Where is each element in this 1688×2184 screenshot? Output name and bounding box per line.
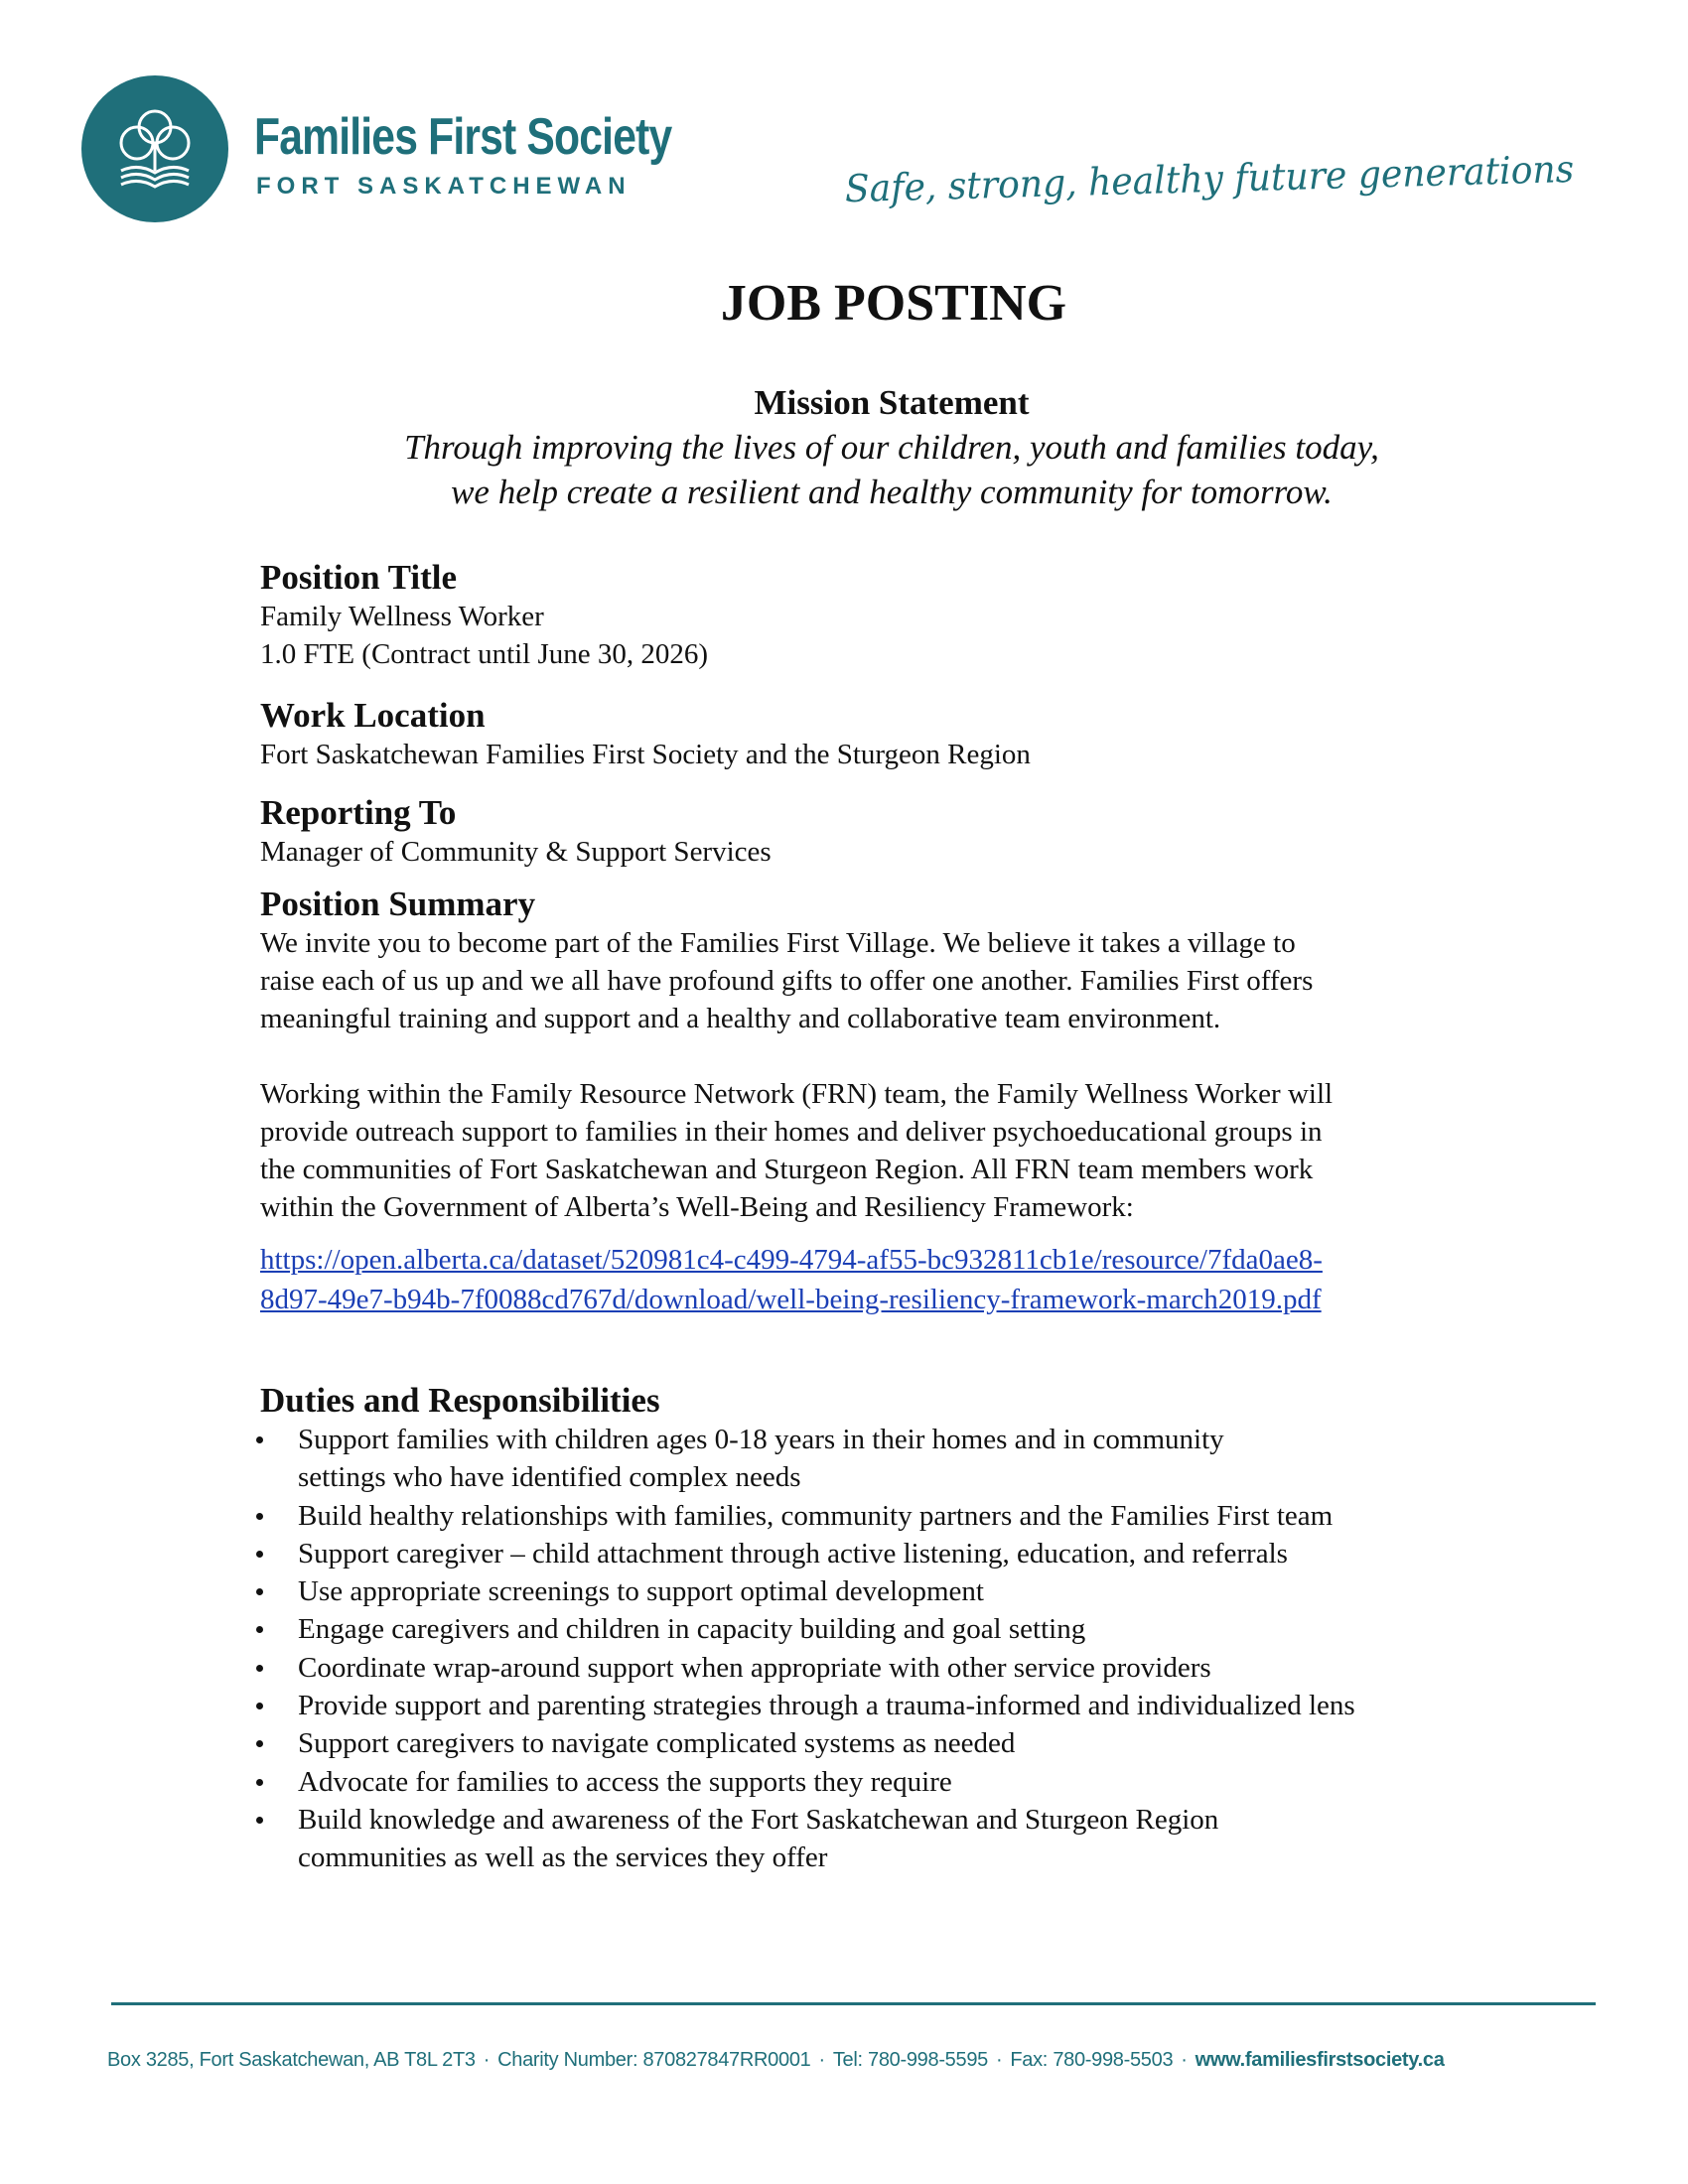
- reporting-to-heading: Reporting To: [260, 793, 457, 832]
- list-item: Provide support and parenting strategies through a trauma-informed and individualized lens: [260, 1687, 1551, 1724]
- list-item: Advocate for families to access the supports they require: [260, 1763, 1551, 1801]
- footer-fax: Fax: 780-998-5503: [1010, 2049, 1174, 2071]
- summary-paragraph-2: [260, 1075, 1551, 1226]
- list-item: Build healthy relationships with families, community partners and the Families First team: [260, 1497, 1551, 1535]
- duties-section: [260, 1381, 1551, 1877]
- footer-separator: ·: [818, 2049, 825, 2071]
- duties-list: [260, 1421, 1551, 1877]
- list-item: Support caregivers to navigate complicated systems as needed: [260, 1724, 1551, 1762]
- list-item: Engage caregivers and children in capacity building and goal setting: [260, 1610, 1551, 1648]
- work-location-text: Fort Saskatchewan Families First Society and the Sturgeon Region: [260, 739, 1031, 770]
- footer-address: Box 3285, Fort Saskatchewan, AB T8L 2T3: [107, 2049, 476, 2071]
- footer-separator: ·: [995, 2049, 1003, 2071]
- footer: [107, 2049, 1445, 2072]
- position-summary-heading: Position Summary: [260, 885, 536, 923]
- work-location-heading: Work Location: [260, 696, 486, 735]
- list-item: Support families with children ages 0-18 years in their homes and in community settings who have identified complex needs: [260, 1421, 1551, 1497]
- posting-content: [260, 558, 1551, 1877]
- summary-line: meaningful training and support and a healthy and collaborative team environment.: [260, 1003, 1221, 1034]
- framework-link-line-2[interactable]: 8d97-49e7-b94b-7f0088cd767d/download/well-being-resiliency-framework-march2019.pdf: [260, 1284, 1322, 1315]
- organization-location: FORT SASKATCHEWAN: [256, 173, 632, 200]
- page-title: JOB POSTING: [720, 275, 1067, 332]
- summary-line: the communities of Fort Saskatchewan and Sturgeon Region. All FRN team members work: [260, 1154, 1314, 1185]
- mission-heading: Mission Statement: [754, 383, 1030, 422]
- list-item: Support caregiver – child attachment through active listening, education, and referrals: [260, 1535, 1551, 1572]
- summary-line: within the Government of Alberta’s Well-Being and Resiliency Framework:: [260, 1191, 1134, 1223]
- reporting-to-text: Manager of Community & Support Services: [260, 836, 772, 868]
- summary-line: raise each of us up and we all have profound gifts to offer one another. Families First offers: [260, 965, 1314, 997]
- mission-line-1: Through improving the lives of our children, youth and families today,: [404, 428, 1379, 467]
- list-item: Coordinate wrap-around support when appropriate with other service providers: [260, 1649, 1551, 1687]
- footer-separator: ·: [1181, 2049, 1188, 2071]
- summary-line: provide outreach support to families in their homes and deliver psychoeducational groups in: [260, 1116, 1323, 1148]
- list-item: Build knowledge and awareness of the Fort Saskatchewan and Sturgeon Region communities as well as the services they offer: [260, 1801, 1551, 1877]
- position-title-heading: Position Title: [260, 558, 458, 597]
- work-location-section: [260, 696, 1551, 773]
- tagline: Safe, strong, healthy future generations: [844, 147, 1575, 211]
- three-circles-tree-book-icon: [81, 75, 228, 222]
- summary-line: We invite you to become part of the Families First Village. We believe it takes a village to: [260, 927, 1296, 959]
- letterhead: [0, 0, 1688, 238]
- summary-line: Working within the Family Resource Network (FRN) team, the Family Wellness Worker will: [260, 1078, 1334, 1110]
- footer-tel: Tel: 780-998-5595: [832, 2049, 988, 2071]
- position-fte: 1.0 FTE (Contract until June 30, 2026): [260, 638, 709, 670]
- footer-divider: [111, 2002, 1596, 2005]
- framework-link[interactable]: [260, 1240, 1551, 1319]
- position-summary-section: [260, 885, 1551, 1319]
- footer-charity: Charity Number: 870827847RR0001: [497, 2049, 811, 2071]
- reporting-to-section: [260, 793, 1551, 871]
- organization-name: Families First Society: [254, 108, 672, 166]
- position-name: Family Wellness Worker: [260, 601, 544, 632]
- duties-heading: Duties and Responsibilities: [260, 1381, 660, 1420]
- footer-separator: ·: [483, 2049, 491, 2071]
- mission-line-2: we help create a resilient and healthy community for tomorrow.: [451, 473, 1333, 511]
- mission-statement: [0, 381, 1688, 514]
- framework-link-line-1[interactable]: https://open.alberta.ca/dataset/520981c4-c499-4794-af55-bc932811cb1e/resource/7fda0ae8-: [260, 1244, 1323, 1276]
- list-item: Use appropriate screenings to support optimal development: [260, 1572, 1551, 1610]
- position-title-section: [260, 558, 1551, 673]
- summary-paragraph-1: [260, 924, 1551, 1037]
- footer-website[interactable]: www.familiesfirstsociety.ca: [1195, 2049, 1445, 2071]
